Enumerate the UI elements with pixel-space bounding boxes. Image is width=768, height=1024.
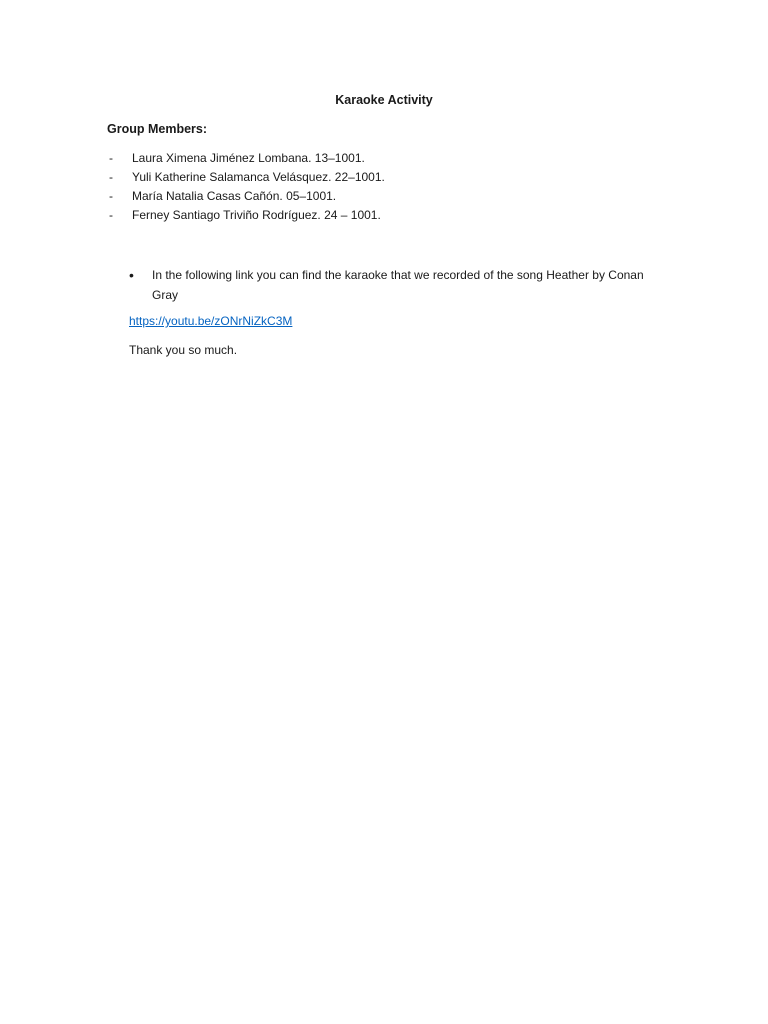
member-name: Laura Ximena Jiménez Lombana. 13–1001.: [132, 151, 365, 165]
dash-marker: -: [109, 170, 113, 184]
list-item: [107, 188, 385, 207]
bullet-paragraph: [129, 265, 649, 305]
member-name: Ferney Santiago Triviño Rodríguez. 24 – 1001.: [132, 208, 381, 222]
youtube-link[interactable]: https://youtu.be/zONrNiZkC3M: [129, 314, 293, 328]
list-item: [107, 150, 385, 169]
dash-marker: -: [109, 151, 113, 165]
list-item: [107, 169, 385, 188]
member-name: Yuli Katherine Salamanca Velásquez. 22–1001.: [132, 170, 385, 184]
group-members-heading: Group Members:: [107, 122, 208, 136]
bullet-icon: •: [129, 267, 134, 283]
bullet-text: In the following link you can find the karaoke that we recorded of the song Heather by Conan Gray: [152, 268, 644, 302]
closing-text: Thank you so much.: [129, 343, 238, 357]
group-members-list: [107, 150, 385, 226]
member-name: María Natalia Casas Cañón. 05–1001.: [132, 189, 337, 203]
document-title: Karaoke Activity: [335, 93, 433, 107]
dash-marker: -: [109, 189, 113, 203]
list-item: [107, 207, 385, 226]
dash-marker: -: [109, 208, 113, 222]
